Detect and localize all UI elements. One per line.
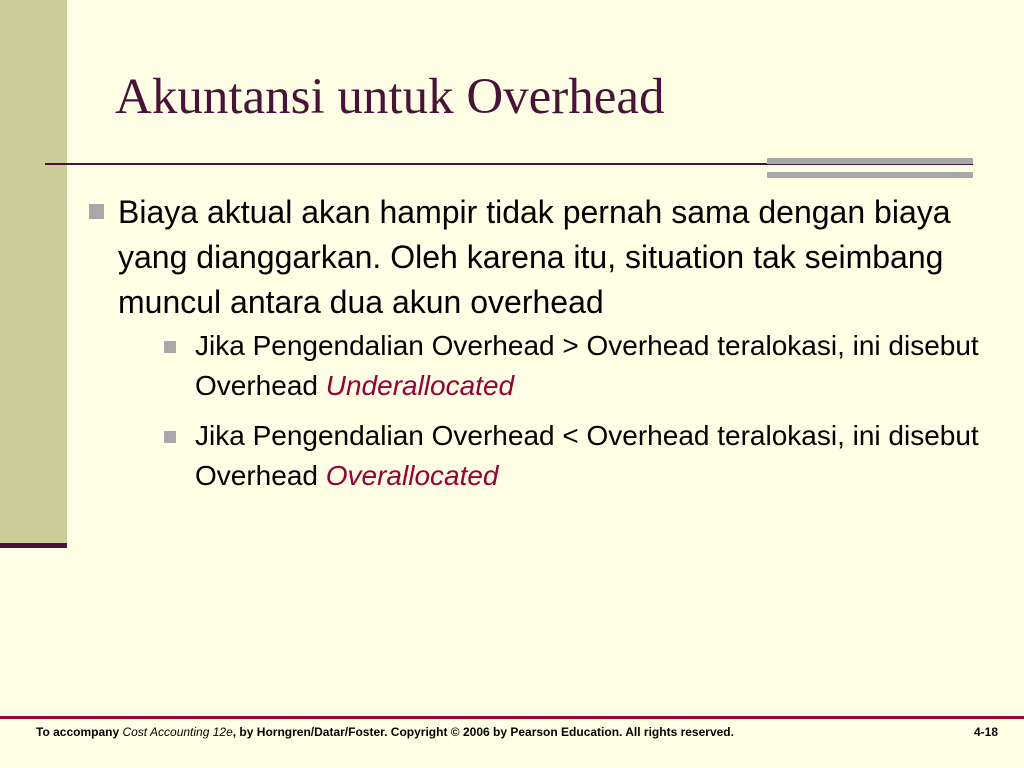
sub-bullet-emphasis: Underallocated: [325, 370, 515, 401]
sub-bullet-item-underallocated: [164, 326, 1004, 406]
sub-bullet-text: Jika Pengendalian Overhead < Overhead teralokasi, ini disebut Overhead: [195, 420, 979, 491]
slide-content: [84, 190, 1004, 496]
square-bullet-icon: [89, 204, 104, 219]
left-band-underline: [0, 543, 67, 548]
bullet-text: Biaya aktual akan hampir tidak pernah sama dengan biaya yang dianggarkan. Oleh karena itu, situation tak seimbang muncul antara dua akun overhead: [118, 194, 951, 320]
footer-divider: [0, 716, 1024, 719]
footer-copyright: [36, 725, 734, 739]
sub-bullet-emphasis: Overallocated: [325, 460, 499, 491]
sub-bullet-item-overallocated: [164, 416, 1004, 496]
left-decorative-band: [0, 0, 67, 546]
sub-bullet-text: Jika Pengendalian Overhead > Overhead teralokasi, ini disebut Overhead: [195, 330, 979, 401]
square-bullet-icon: [164, 341, 176, 353]
page-number: 4-18: [973, 725, 998, 739]
square-bullet-icon: [164, 431, 176, 443]
bullet-item: [84, 190, 1004, 325]
footer-book-title: Cost Accounting 12e: [122, 725, 233, 739]
title-divider-accent-top: [767, 158, 973, 164]
slide-title: Akuntansi untuk Overhead: [115, 69, 665, 125]
footer-suffix: , by Horngren/Datar/Foster. Copyright © 2006 by Pearson Education. All rights reserved.: [232, 725, 734, 739]
footer-prefix: To accompany: [36, 725, 123, 739]
title-divider-accent-bottom: [767, 172, 973, 178]
